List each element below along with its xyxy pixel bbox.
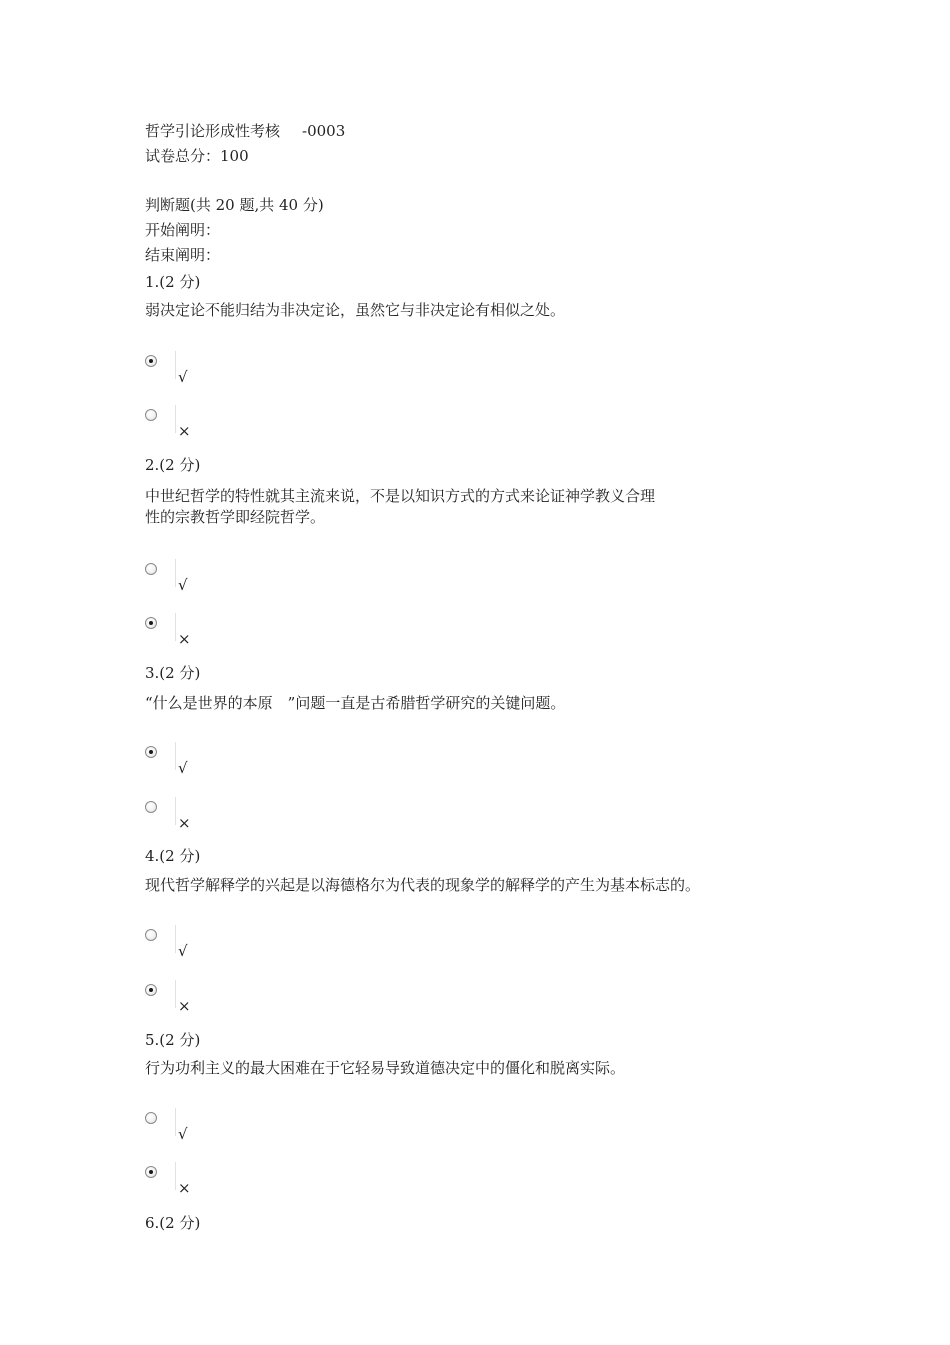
question-text: “什么是世界的本原 ”问题一直是古希腊哲学研究的关键问题。	[145, 694, 566, 712]
radio-unchecked-icon[interactable]	[145, 1112, 157, 1124]
option-false-radio[interactable]	[145, 1162, 176, 1190]
question-text-line-1: 中世纪哲学的特性就其主流来说，不是以知识方式的方式来论证神学教义合理	[145, 487, 656, 505]
exam-title-text: 哲学引论形成性考核	[145, 122, 281, 140]
question-number: 6.(2 分)	[145, 1214, 201, 1232]
start-note: 开始阐明：	[145, 221, 221, 239]
option-false-label: ×	[178, 422, 191, 440]
question-text: 弱决定论不能归结为非决定论，虽然它与非决定论有相似之处。	[145, 301, 566, 319]
radio-checked-icon[interactable]	[145, 1166, 157, 1178]
question-number: 2.(2 分)	[145, 456, 201, 474]
radio-unchecked-icon[interactable]	[145, 801, 157, 813]
radio-unchecked-icon[interactable]	[145, 563, 157, 575]
section-heading: 判断题(共 20 题,共 40 分)	[145, 196, 324, 214]
option-true-radio[interactable]	[145, 1108, 176, 1136]
question-number: 4.(2 分)	[145, 847, 201, 865]
option-false-radio[interactable]	[145, 797, 176, 825]
option-true-label: √	[178, 368, 188, 386]
option-false-radio[interactable]	[145, 405, 176, 433]
option-false-radio[interactable]	[145, 980, 176, 1008]
question-text: 现代哲学解释学的兴起是以海德格尔为代表的现象学的解释学的产生为基本标志的。	[145, 876, 701, 894]
option-false-label: ×	[178, 1179, 191, 1197]
option-true-label: √	[178, 759, 188, 777]
exam-code: -0003	[302, 122, 346, 140]
option-false-label: ×	[178, 630, 191, 648]
option-true-label: √	[178, 576, 188, 594]
question-number: 1.(2 分)	[145, 273, 201, 291]
option-true-radio[interactable]	[145, 742, 176, 770]
question-text: 行为功利主义的最大困难在于它轻易导致道德决定中的僵化和脱离实际。	[145, 1059, 626, 1077]
exam-title	[145, 121, 345, 141]
radio-unchecked-icon[interactable]	[145, 409, 157, 421]
question-text-line-2: 性的宗教哲学即经院哲学。	[145, 508, 326, 526]
radio-unchecked-icon[interactable]	[145, 929, 157, 941]
option-false-label: ×	[178, 814, 191, 832]
total-score: 试卷总分：100	[145, 147, 249, 165]
radio-checked-icon[interactable]	[145, 984, 157, 996]
radio-checked-icon[interactable]	[145, 617, 157, 629]
question-number: 5.(2 分)	[145, 1031, 201, 1049]
option-false-radio[interactable]	[145, 613, 176, 641]
radio-checked-icon[interactable]	[145, 746, 157, 758]
option-false-label: ×	[178, 997, 191, 1015]
option-true-radio[interactable]	[145, 925, 176, 953]
option-true-radio[interactable]	[145, 351, 176, 379]
end-note: 结束阐明：	[145, 246, 221, 264]
radio-checked-icon[interactable]	[145, 355, 157, 367]
question-number: 3.(2 分)	[145, 664, 201, 682]
option-true-label: √	[178, 1125, 188, 1143]
option-true-label: √	[178, 942, 188, 960]
option-true-radio[interactable]	[145, 559, 176, 587]
